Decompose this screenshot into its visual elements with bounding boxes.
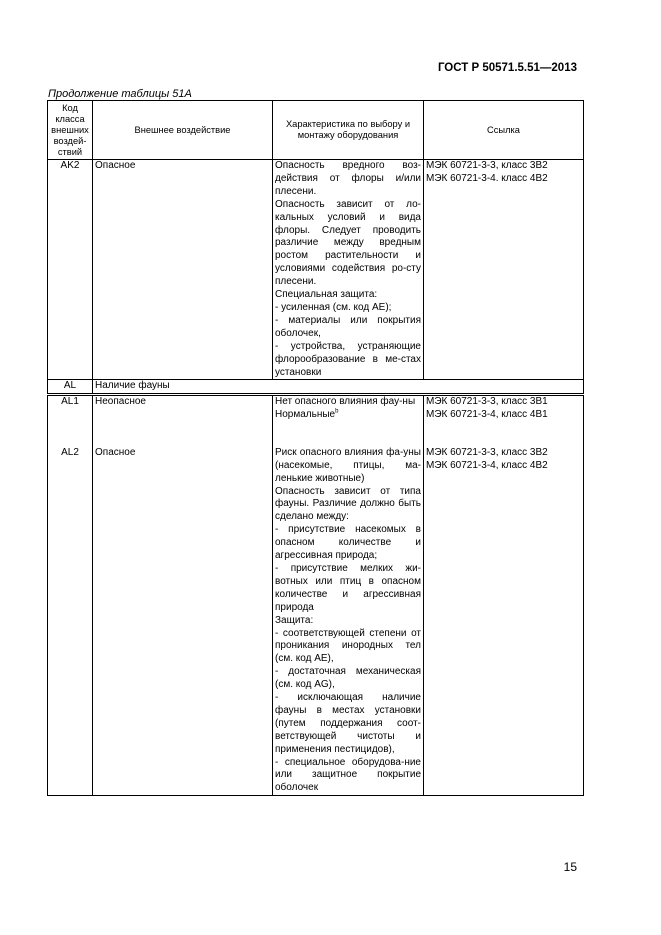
characteristic-line: Нет опасного влияния фау-ны bbox=[275, 396, 416, 408]
table-group-row bbox=[48, 380, 584, 395]
reference-line: МЭК 60721-3-3, класс 3В2 bbox=[426, 160, 548, 171]
table-row bbox=[48, 160, 584, 380]
row-code: AL bbox=[48, 380, 93, 395]
characteristic-line: - исключающая наличие фауны в местах установки (путем поддержания соот-ветствующей чистоты и применения пестицидов), bbox=[275, 692, 421, 755]
normal-label bbox=[275, 409, 421, 422]
column-header-code: Код класса внешних воздей-ствий bbox=[48, 101, 93, 160]
table-header-row bbox=[48, 101, 584, 160]
row-code: AK2 bbox=[48, 160, 93, 380]
normal-text: Нормальные bbox=[275, 409, 336, 421]
row-influence: Неопасное bbox=[93, 395, 273, 447]
row-code: AL2 bbox=[48, 447, 93, 796]
row-characteristics bbox=[273, 447, 424, 796]
column-header-reference: Ссылка bbox=[424, 101, 584, 160]
row-references bbox=[424, 160, 584, 380]
characteristic-line: Специальная защита: bbox=[275, 289, 378, 301]
footnote-marker: b bbox=[335, 408, 339, 415]
characteristic-line: - усиленная (см. код AE); bbox=[275, 301, 392, 313]
reference-line: МЭК 60721-3-3, класс 3В1 bbox=[426, 396, 548, 408]
characteristic-line: - присутствие насекомых в опасном количестве и агрессивная природа; bbox=[275, 524, 421, 562]
reference-line: МЭК 60721-3-3, класс 3В2 bbox=[426, 446, 548, 458]
table-row bbox=[48, 395, 584, 447]
characteristic-line: - достаточная механическая (см. код AG), bbox=[275, 666, 421, 691]
characteristic-line: Опасность зависит от типа фауны. Различие должно быть сделано между: bbox=[275, 485, 421, 523]
row-references bbox=[424, 395, 584, 447]
row-characteristics bbox=[273, 160, 424, 380]
characteristic-line: Опасность зависит от ло-кальных условий и вида флоры. Следует проводить различие между вредным ростом растительности и условиями содействия ро-сту плесени. bbox=[275, 198, 421, 288]
page-number: 15 bbox=[563, 860, 577, 874]
table-51a bbox=[47, 100, 584, 796]
characteristic-line: - устройства, устраняющие флорообразование в ме-стах установки bbox=[275, 340, 421, 378]
reference-line: МЭК 60721-3-4. класс 4В2 bbox=[426, 172, 548, 184]
characteristic-line: - специальное оборудова-ние или защитное покрытие оболочек bbox=[275, 756, 421, 794]
column-header-influence: Внешнее воздействие bbox=[93, 101, 273, 160]
reference-line: МЭК 60721-3-4, класс 4В1 bbox=[426, 409, 548, 421]
column-header-characteristics: Характеристика по выбору и монтажу оборудования bbox=[273, 101, 424, 160]
standard-designation: ГОСТ Р 50571.5.51—2013 bbox=[437, 62, 577, 74]
characteristic-line: Опасность вредного воз-действия от флоры и/или плесени. bbox=[275, 160, 421, 197]
characteristic-line: - материалы или покрытия оболочек, bbox=[275, 314, 421, 339]
characteristic-line: - присутствие мелких жи-вотных или птиц в опасном количестве и агрессивная природа bbox=[275, 562, 421, 613]
characteristic-line: - соответствующей степени от проникания инородных тел (см. код AE), bbox=[275, 627, 421, 665]
characteristic-line: Защита: bbox=[275, 614, 314, 626]
row-references bbox=[424, 447, 584, 796]
row-influence: Наличие фауны bbox=[93, 380, 584, 395]
row-characteristics bbox=[273, 395, 424, 447]
characteristic-line: Риск опасного влияния фа-уны (насекомые, птицы, ма-ленькие животные) bbox=[275, 446, 421, 484]
table-row bbox=[48, 447, 584, 796]
reference-line: МЭК 60721-3-4, класс 4В2 bbox=[426, 459, 548, 471]
row-influence: Опасное bbox=[93, 160, 273, 380]
row-influence: Опасное bbox=[93, 447, 273, 796]
row-code: AL1 bbox=[48, 395, 93, 447]
table-caption: Продолжение таблицы 51А bbox=[48, 88, 192, 100]
